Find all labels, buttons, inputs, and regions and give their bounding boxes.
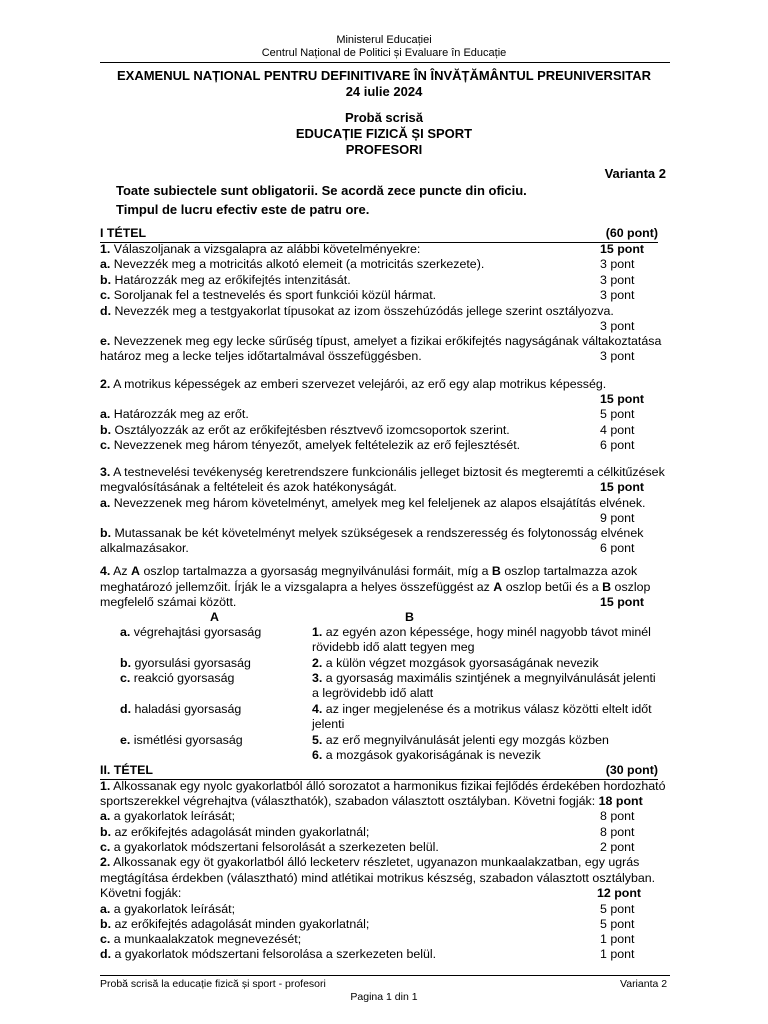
q1-item-d-points: 3 pont [600,319,635,333]
s2-q1-item-a-points: 8 pont [600,809,635,823]
q4-a-item: c. reakció gyorsaság [120,671,235,685]
s2-q2-points: 12 pont [597,886,642,900]
q2-points: 15 pont [600,392,645,406]
q1-item-e-line2: határoz meg a lecke teljes időtartalmával összefüggésben. [100,349,422,363]
footer-rule [100,975,670,976]
instructions-line-2: Timpul de lucru efectiv este de patru ore. [116,202,370,217]
s2-q1-line2: sportszerekkel végrehajtva (választhatók), szabadon választott osztályban. Követni fogják: 18 pont [100,794,643,808]
s2-q2-line1: 2. Alkossanak egy öt gyakorlatból álló lecketerv részletet, ugyanazon munkaalakzatban, egy ugrás [100,855,640,869]
q4-b-item: 5. az erő megnyilvánulását jelenti egy mozgás közben [312,733,609,747]
s2-q2-item-d: d. a gyakorlatok módszertani felsorolása a szerkezeten belül. [100,947,437,961]
s2-q2-line2: megtágítása érdekben (választható) mind atlétikai motrikus készség, szabadon választott osztályban. [100,871,656,885]
exam-title: EXAMENUL NAȚIONAL PENTRU DEFINITIVARE ÎN ÎNVĂȚĂMÂNTUL PREUNIVERSITAR [117,68,651,83]
varianta-label: Varianta 2 [604,166,666,181]
q4-b-item: 3. a gyorsaság maximális szintjének a megnyilvánulását jelenti [312,671,656,685]
q4-intro-line3: megfelelő számai között. [100,595,237,609]
q4-a-item: a. végrehajtási gyorsaság [120,625,262,639]
q4-b-item: 4. az inger megjelenése és a motrikus válasz közötti eltelt időt [312,702,652,716]
s2-q1-item-c-points: 2 pont [600,840,635,854]
header-rule [100,62,670,63]
q3-intro-line2: megvalósításának a feltételeit és azok hatékonyságát. [100,480,397,494]
q2-item-a-points: 5 pont [600,407,635,421]
q3-item-a: a. Nevezzenek meg három követelményt, amelyek meg kel feleljenek az alapos elsajátítás elvének. [100,496,646,510]
s2-q2-item-d-points: 1 pont [600,947,635,961]
q4-b-item-cont: jelenti [312,717,345,731]
q1-item-d: d. Nevezzék meg a testgyakorlat típusokat az izom összehúzódás jellege szerint osztályozva. [100,304,614,318]
q4-column-a-header: A [210,610,219,624]
subject-title: EDUCAȚIE FIZICĂ ȘI SPORT [295,126,473,141]
footer-right: Varianta 2 [620,978,668,990]
ministry-name: Ministerul Educației [336,34,432,46]
s2-q2-item-c-points: 1 pont [600,932,635,946]
s2-q2-item-c: c. a munkaalakzatok megnevezését; [100,932,302,946]
s2-q2-item-b-points: 5 pont [600,917,635,931]
q4-b-item-cont: rövidebb idő alatt tegyen meg [312,640,475,654]
q4-column-b-header: B [405,610,414,624]
center-name: Centrul Național de Politici și Evaluare în Educație [261,47,507,59]
q4-a-item: d. haladási gyorsaság [120,702,242,716]
q3-item-a-points: 9 pont [600,511,635,525]
q4-b-item: 1. az egyén azon képessége, hogy minél nagyobb távot minél [312,625,651,639]
q1-item-a: a. Nevezzék meg a motricitás alkotó elemeit (a motricitás szerkezete). [100,257,485,271]
s2-q1-item-a: a. a gyakorlatok leírását; [100,809,236,823]
s2-q2-item-a: a. a gyakorlatok leírását; [100,902,236,916]
section-1-title: I TÉTEL [100,226,147,240]
q1-item-c: c. Soroljanak fel a testnevelés és sport funkciói közül hármat. [100,288,437,302]
q2-item-b: b. Osztályozzák az erőt az erőkifejtésben résztvevő izomcsoportok szerint. [100,423,510,437]
q2-item-c: c. Nevezzenek meg három tényezőt, amelyek feltételezik az erő fejlesztését. [100,438,521,452]
q2-item-a: a. Határozzák meg az erőt. [100,407,249,421]
q1-points: 15 pont [600,242,645,256]
q2-intro: 2. A motrikus képességek az emberi szervezet velejárói, az erő egy alap motrikus képesség. [100,377,607,391]
exam-date: 24 iulie 2024 [345,84,423,99]
q3-item-b-line1: b. Mutassanak be két követelményt melyek szükségesek a rendszeresség és folytonosság elvének [100,526,644,540]
q4-points: 15 pont [600,595,645,609]
instructions-line-1: Toate subiectele sunt obligatorii. Se acordă zece puncte din oficiu. [116,183,527,198]
section-2-heading [100,763,658,780]
page-number: Pagina 1 din 1 [350,991,418,1003]
s2-q1-item-c: c. a gyakorlatok módszertani felsorolását a szerkezeten belül. [100,840,439,854]
q4-b-item: 2. a külön végzet mozgások gyorsaságának nevezik [312,656,599,670]
q4-a-item: b. gyorsulási gyorsaság [120,656,251,670]
q4-intro-line2: meghatározó jellemzőit. Írják le a vizsgalapra a helyes összefüggést az A oszlop betűi és a B oszlop [100,580,651,594]
q3-intro-line1: 3. A testnevelési tevékenység keretrendszere funkcionális jelleget biztosit és megteremti a célkitűzések [100,465,665,479]
section-2-title: II. TÉTEL [100,763,154,777]
s2-q2-item-a-points: 5 pont [600,902,635,916]
proba-label: Probă scrisă [344,110,424,125]
q3-item-b-points: 6 pont [600,541,635,555]
q4-b-item: 6. a mozgások gyakoriságának is nevezik [312,748,541,762]
q1-intro: 1. Válaszoljanak a vizsgalapra az alábbi követelményekre: [100,242,421,256]
q2-item-c-points: 6 pont [600,438,635,452]
q2-item-b-points: 4 pont [600,423,635,437]
q1-item-a-points: 3 pont [600,257,635,271]
s2-q1-item-b: b. az erőkifejtés adagolását minden gyakorlatnál; [100,825,370,839]
q1-item-b: b. Határozzák meg az erőkifejtés intenzitását. [100,273,351,287]
q3-item-b-line2: alkalmazásakor. [100,541,189,555]
s2-q2-item-b: b. az erőkifejtés adagolását minden gyakorlatnál; [100,917,370,931]
q4-b-item-cont: a legrövidebb idő alatt [312,686,434,700]
s2-q1-line1: 1. Alkossanak egy nyolc gyakorlatból álló sorozatot a harmonikus fizikai fejlődés érdekében hordozható [100,779,666,793]
q4-intro-line1: 4. Az A oszlop tartalmazza a gyorsaság megnyilvánulási formáit, míg a B oszlop tartalmazza azok [100,564,638,578]
section-1-heading [100,226,658,243]
q4-a-item: e. ismétlési gyorsaság [120,733,243,747]
q1-item-c-points: 3 pont [600,288,635,302]
q1-item-b-points: 3 pont [600,273,635,287]
footer-left: Probă scrisă la educație fizică și sport - profesori [100,978,326,990]
q1-item-e-line1: e. Nevezzenek meg egy lecke sűrűség típust, amelyet a fizikai erőkifejtés nagyságának váltakoztatása [100,334,662,348]
s2-q2-line3: Követni fogják: [100,886,182,900]
section-2-points: (30 pont) [605,763,658,777]
q1-item-e-points: 3 pont [600,349,635,363]
s2-q1-item-b-points: 8 pont [600,825,635,839]
section-1-points: (60 pont) [605,226,658,240]
profesori-label: PROFESORI [345,142,423,157]
q3-points: 15 pont [600,480,645,494]
